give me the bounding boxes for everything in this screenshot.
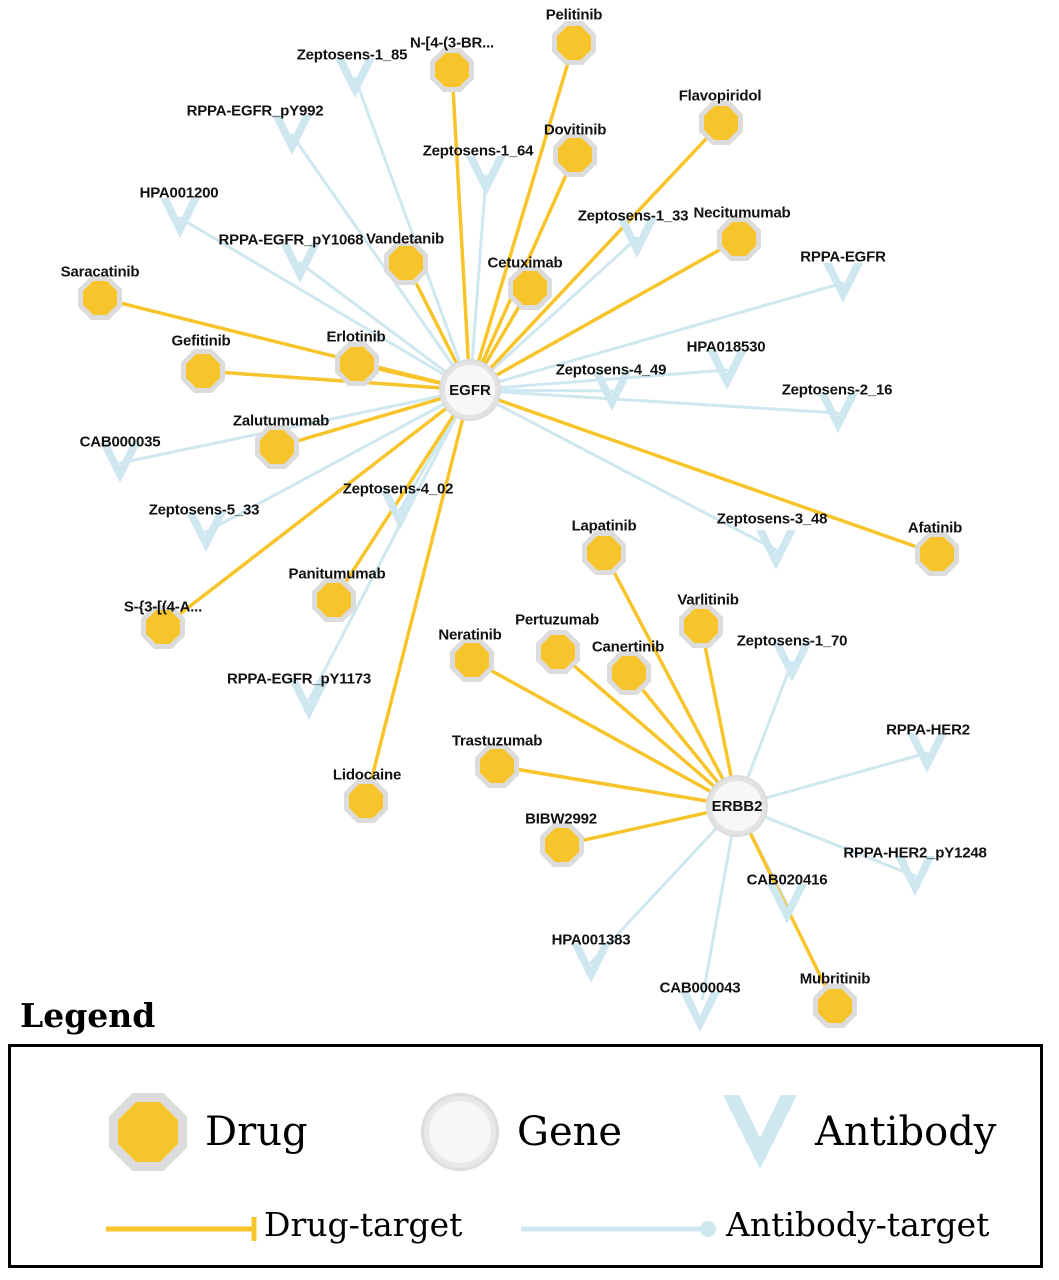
antibody-node-label: CAB000035 [79,433,161,451]
drug-icon [450,638,494,682]
drug-node-label: Varlitinib [677,591,739,609]
antibody-node-label: Zeptosens-1_33 [577,207,689,225]
antibody-icon [160,198,200,238]
legend-antibody [723,1095,996,1169]
drug-icon [109,1093,187,1171]
drug-node-label: Necitumumab [693,204,791,222]
antibody-icon [823,263,863,303]
antibody-node-label: Zeptosens-3_48 [716,510,828,528]
drug-node-label: Lidocaine [332,766,402,784]
drug-node-label: Neratinib [438,626,502,644]
antibody-node-label: CAB000043 [659,979,741,997]
legend-antibody-label: Antibody [815,1109,997,1155]
drug-icon [699,101,743,145]
antibody-node[interactable] [272,115,312,155]
drug-node[interactable] [312,578,356,622]
drug-node-label: Cetuximab [487,254,563,272]
drug-node[interactable] [553,133,597,177]
antibody-node[interactable] [680,992,720,1032]
drug-icon [181,349,225,393]
antibody-node[interactable] [823,263,863,303]
drug-icon [717,217,761,261]
drug-node-label: Erlotinib [326,328,386,346]
antibody-node[interactable] [160,198,200,238]
drug-node-label: Canertinib [591,638,665,656]
drug-node-label: Pelitinib [545,6,603,24]
drug-node[interactable] [552,21,596,65]
drug-node-label: Flavopiridol [678,87,762,105]
antibody-icon [272,115,312,155]
antibody-node-label: RPPA-HER2_pY1248 [843,844,987,862]
antibody-node[interactable] [756,530,796,570]
drug-icon [78,276,122,320]
drug-icon [552,21,596,65]
drug-node-label: Lapatinib [571,517,637,535]
antibody-icon [756,530,796,570]
antibody-icon [767,884,807,924]
gene-node-label: EGFR [449,381,491,399]
drug-icon [536,630,580,674]
drug-node[interactable] [255,425,299,469]
drug-node[interactable] [536,630,580,674]
drug-node[interactable] [475,744,519,788]
drug-node-label: S-{3-[(4-A... [123,598,203,616]
antibody-node[interactable] [466,156,506,196]
antibody-node[interactable] [818,393,858,433]
drug-icon [255,425,299,469]
antibody-node-label: Zeptosens-4_49 [555,361,667,379]
drug-node[interactable] [915,532,959,576]
legend-gene-label: Gene [517,1109,623,1155]
antibody-node[interactable] [895,856,935,896]
drug-node-label: Gefitinib [171,332,231,350]
drug-node-label: Zalutumumab [232,412,330,430]
drug-icon [475,744,519,788]
drug-node-label: Dovitinib [543,121,607,139]
drug-icon [813,984,857,1028]
drug-icon [582,531,626,575]
drug-node[interactable] [78,276,122,320]
antibody-icon [818,393,858,433]
legend-antibody-target-label: Antibody-target [726,1205,990,1244]
antibody-node-label: RPPA-HER2 [886,721,970,739]
drug-icon [384,241,428,285]
legend-box [8,1044,1043,1268]
antibody-node-label: Zeptosens-2_16 [781,381,893,399]
graph-edge [452,70,470,390]
drug-node[interactable] [384,241,428,285]
graph-edge [470,390,937,554]
antibody-node-label: Zeptosens-4_02 [342,480,454,498]
drug-node[interactable] [430,48,474,92]
antibody-node-label: Zeptosens-1_64 [422,142,534,160]
drug-node[interactable] [508,266,552,310]
drug-node[interactable] [717,217,761,261]
antibody-icon [280,243,320,283]
drug-node[interactable] [699,101,743,145]
graph-edge [309,390,470,700]
gene-node[interactable] [439,359,501,421]
antibody-node[interactable] [335,58,375,98]
drug-node[interactable] [450,638,494,682]
drug-node-label: Saracatinib [60,263,140,281]
antibody-node-label: RPPA-EGFR_pY1173 [226,670,372,688]
legend-shapes-row [11,1093,1040,1183]
drug-icon [312,578,356,622]
drug-node[interactable] [582,531,626,575]
drug-node[interactable] [540,823,584,867]
drug-node-label: Vandetanib [365,230,445,248]
antibody-node-label: HPA018530 [686,338,766,356]
drug-icon [553,133,597,177]
drug-node[interactable] [679,604,723,648]
antibody-icon [466,156,506,196]
drug-node-label: BIBW2992 [525,810,597,828]
graph-edge [470,43,574,390]
antibody-node-label: Zeptosens-1_85 [296,46,408,64]
drug-node[interactable] [607,651,651,695]
drug-node-label: Mubritinib [799,970,871,988]
antibody-icon [895,856,935,896]
antibody-icon [335,58,375,98]
drug-icon [679,604,723,648]
drug-node-label: N-[4-(3-BR... [409,34,495,52]
drug-icon [508,266,552,310]
antibody-node-label: HPA001200 [139,184,219,202]
antibody-node[interactable] [280,243,320,283]
legend-drug-target-label: Drug-target [264,1205,463,1244]
antibody-node-label: Zeptosens-5_33 [148,501,260,519]
antibody-node-label: RPPA-EGFR_pY992 [186,102,324,120]
drug-icon [335,342,379,386]
antibody-node-label: RPPA-EGFR_pY1068 [218,231,364,249]
drug-node-label: Afatinib [907,519,963,537]
antibody-node[interactable] [907,733,947,773]
antibody-node-label: HPA001383 [551,931,631,949]
drug-icon [915,532,959,576]
drug-node[interactable] [344,779,388,823]
antibody-icon [907,733,947,773]
antibody-node[interactable] [707,350,747,390]
legend-gene [421,1093,622,1171]
legend-edges-row [11,1199,1040,1259]
antibody-node-label: Zeptosens-1_70 [736,632,848,650]
antibody-icon [723,1095,797,1169]
antibody-icon [707,350,747,390]
antibody-node[interactable] [767,884,807,924]
drug-icon [607,651,651,695]
antibody-node-label: CAB020416 [746,871,828,889]
antibody-icon [680,992,720,1032]
antibody-node[interactable] [571,943,611,983]
drug-icon [344,779,388,823]
drug-icon [430,48,474,92]
drug-node-label: Trastuzumab [451,732,543,750]
gene-icon [706,775,768,837]
legend-title: Legend [20,996,156,1035]
gene-icon [421,1093,499,1171]
legend-drug-label: Drug [205,1109,308,1155]
drug-node[interactable] [335,342,379,386]
gene-node[interactable] [706,775,768,837]
drug-node-label: Panitumumab [288,565,386,583]
antibody-node-label: RPPA-EGFR [800,248,886,266]
gene-icon [439,359,501,421]
drug-node-label: Pertuzumab [515,611,599,629]
legend-drug [109,1093,308,1171]
gene-node-label: ERBB2 [711,797,763,815]
drug-node[interactable] [181,349,225,393]
drug-icon [540,823,584,867]
antibody-icon [571,943,611,983]
drug-node[interactable] [813,984,857,1028]
